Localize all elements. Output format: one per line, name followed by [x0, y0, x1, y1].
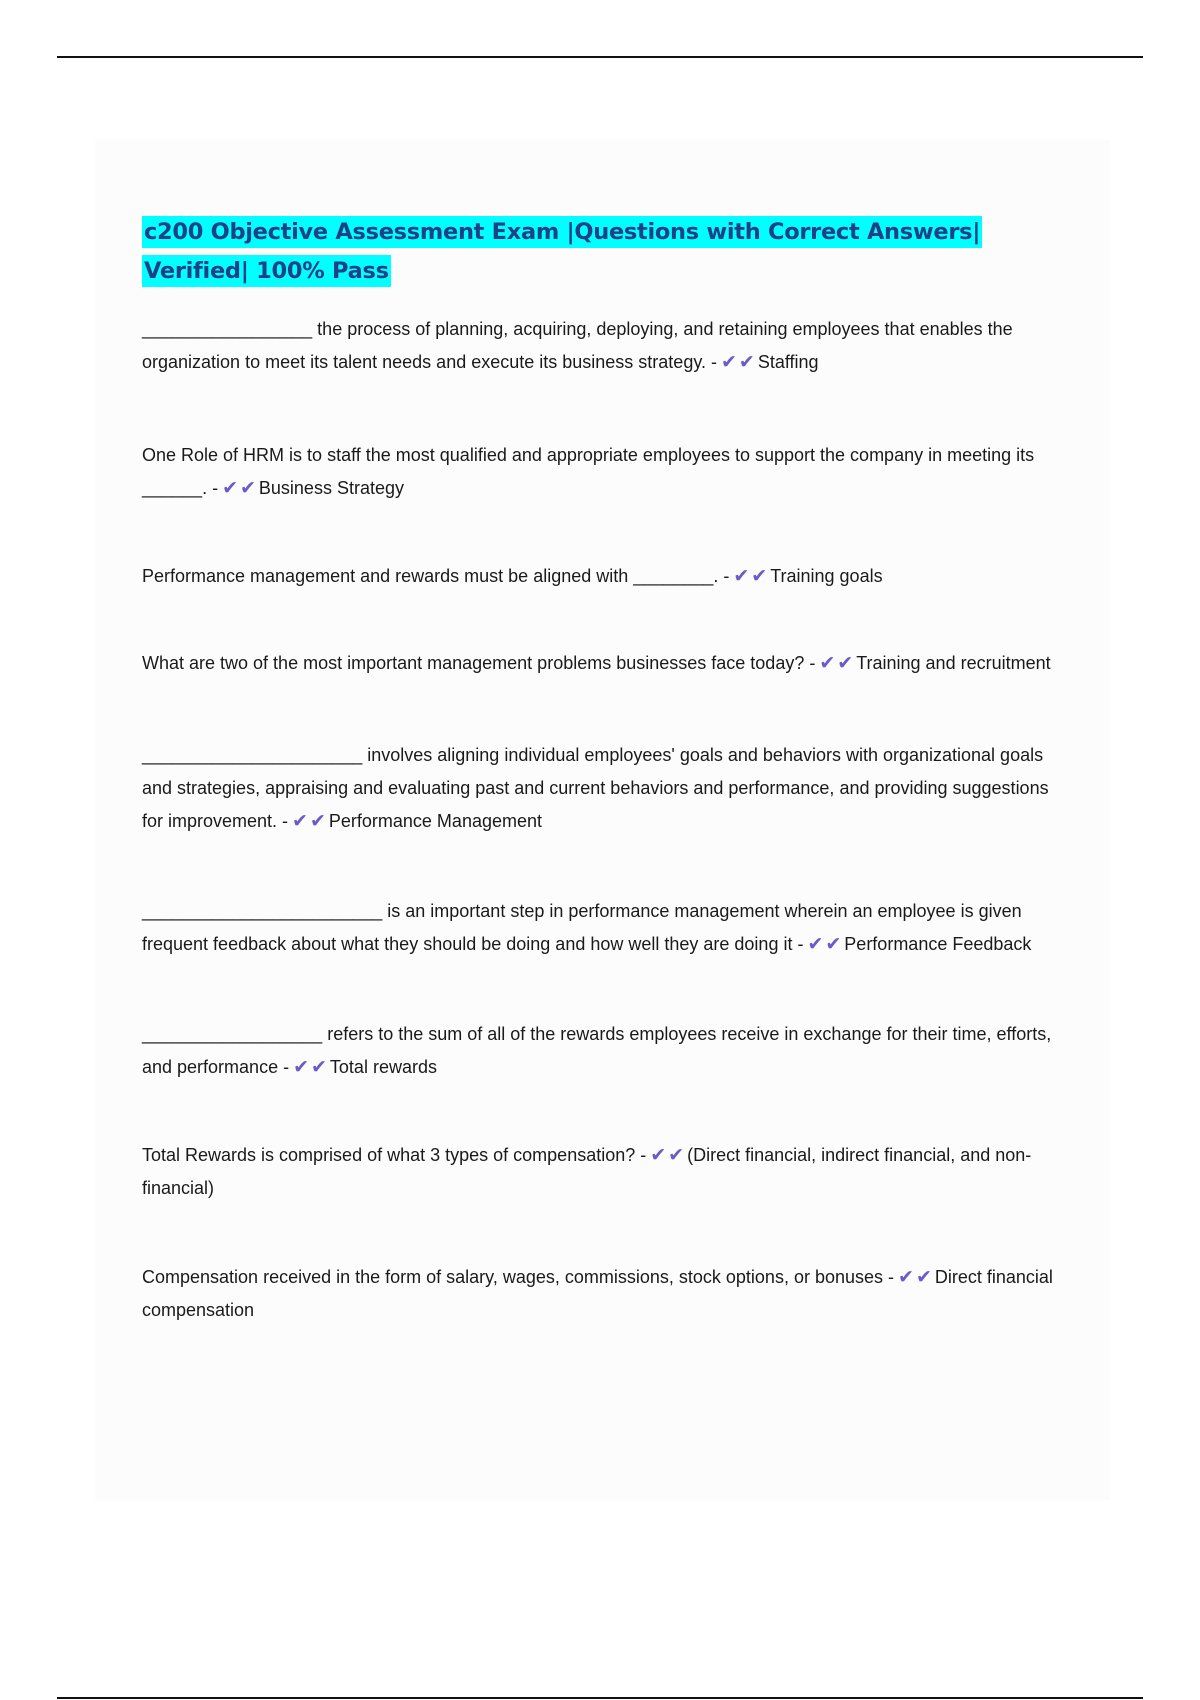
- answer-text: Performance Feedback: [844, 934, 1032, 954]
- question-text: Compensation received in the form of salary, wages, commissions, stock options, or bonuses -: [142, 1267, 895, 1287]
- qa-item: [142, 895, 1062, 961]
- document-title: [142, 213, 1062, 291]
- check-icon: ✔: [311, 1056, 327, 1078]
- question-text: __________________ refers to the sum of all of the rewards employees receive in exchange for their time, efforts, and performance -: [142, 1024, 1052, 1077]
- footer-rule: [57, 1697, 1143, 1699]
- qa-item: [142, 313, 1062, 379]
- check-icon: ✔: [733, 565, 750, 587]
- question-text: What are two of the most important management problems businesses face today? -: [142, 653, 816, 673]
- check-icon: ✔: [819, 652, 836, 674]
- qa-item: [142, 739, 1062, 838]
- check-icon: ✔: [239, 477, 256, 499]
- question-text: One Role of HRM is to staff the most qualified and appropriate employees to support the company in meeting its ______. -: [142, 445, 1035, 498]
- check-icon: ✔: [898, 1266, 914, 1288]
- qa-item: [142, 1261, 1062, 1327]
- answer-text: (Direct financial, indirect financial, and non-financial): [142, 1145, 1032, 1198]
- question-text: Performance management and rewards must be aligned with ________. -: [142, 566, 730, 586]
- check-icon: ✔: [721, 351, 737, 373]
- question-text: ______________________ involves aligning individual employees' goals and behaviors with organizational goals and strategies, appraising and evaluating past and current behaviors and performance, and providing suggestions for improvement. -: [142, 745, 1049, 831]
- qa-item: [142, 647, 1062, 680]
- check-icon: ✔: [915, 1266, 932, 1288]
- question-text: ________________________ is an important step in performance management wherein an employee is given frequent feedback about what they should be doing and how well they are doing it -: [142, 901, 1022, 954]
- check-icon: ✔: [668, 1144, 685, 1166]
- check-icon: ✔: [807, 933, 824, 955]
- qa-item: [142, 1018, 1062, 1084]
- answer-text: Performance Management: [328, 811, 542, 831]
- check-icon: ✔: [825, 933, 842, 955]
- check-icon: ✔: [837, 652, 854, 674]
- check-icon: ✔: [292, 810, 308, 832]
- answer-text: Direct financial compensation: [142, 1267, 1053, 1320]
- qa-item: [142, 439, 1062, 505]
- check-icon: ✔: [222, 477, 238, 499]
- answer-text: Training and recruitment: [856, 653, 1051, 673]
- check-icon: ✔: [309, 810, 326, 832]
- document-body: [142, 213, 1062, 1327]
- check-icon: ✔: [751, 565, 768, 587]
- question-text: _________________ the process of planning, acquiring, deploying, and retaining employees that enables the organization to meet its talent needs and execute its business strategy. -: [142, 319, 1013, 372]
- qa-item: [142, 1139, 1062, 1205]
- answer-text: Staffing: [757, 352, 819, 372]
- answer-text: Total rewards: [329, 1057, 437, 1077]
- check-icon: ✔: [650, 1144, 667, 1166]
- question-text: Total Rewards is comprised of what 3 types of compensation? -: [142, 1145, 647, 1165]
- qa-item: [142, 560, 1062, 593]
- title-highlight: c200 Objective Assessment Exam |Questions with Correct Answers| Verified| 100% Pass: [142, 216, 982, 287]
- header-rule: [57, 56, 1143, 58]
- answer-text: Business Strategy: [258, 478, 404, 498]
- check-icon: ✔: [738, 351, 755, 373]
- answer-text: Training goals: [770, 566, 883, 586]
- check-icon: ✔: [293, 1056, 309, 1078]
